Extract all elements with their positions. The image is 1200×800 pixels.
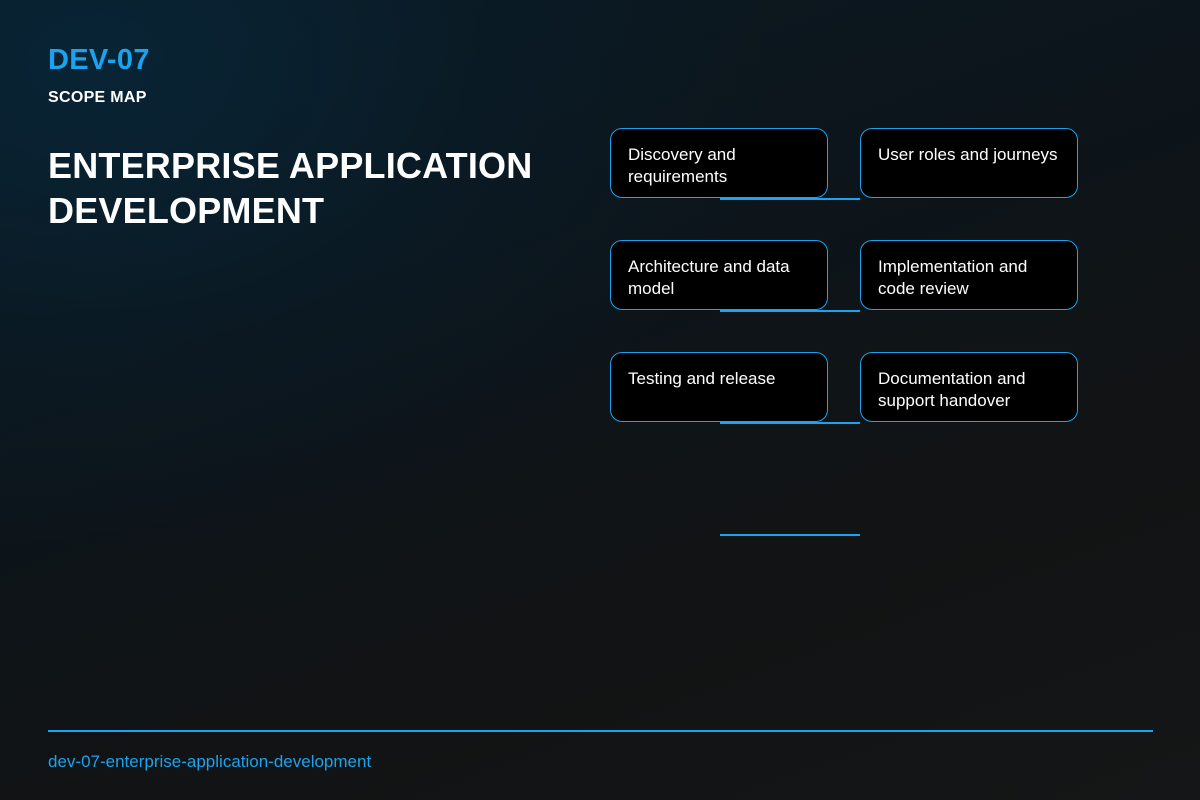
section-subtitle: SCOPE MAP	[48, 89, 147, 106]
scope-card-discovery: Discovery and requirements	[610, 128, 828, 198]
connector-line	[720, 534, 860, 536]
connector-line	[720, 310, 860, 312]
connector-line	[720, 198, 860, 200]
connector-line	[720, 422, 860, 424]
scope-card-architecture: Architecture and data model	[610, 240, 828, 310]
footer-slug: dev-07-enterprise-application-development	[48, 752, 372, 771]
scope-card-user-roles: User roles and journeys	[860, 128, 1078, 198]
scope-card-documentation: Documentation and support handover	[860, 352, 1078, 422]
page-title: ENTERPRISE APPLICATION DEVELOPMENT	[48, 145, 533, 231]
footer-divider	[48, 730, 1153, 732]
document-code: DEV-07	[48, 44, 150, 76]
scope-card-implementation: Implementation and code review	[860, 240, 1078, 310]
scope-card-testing: Testing and release	[610, 352, 828, 422]
